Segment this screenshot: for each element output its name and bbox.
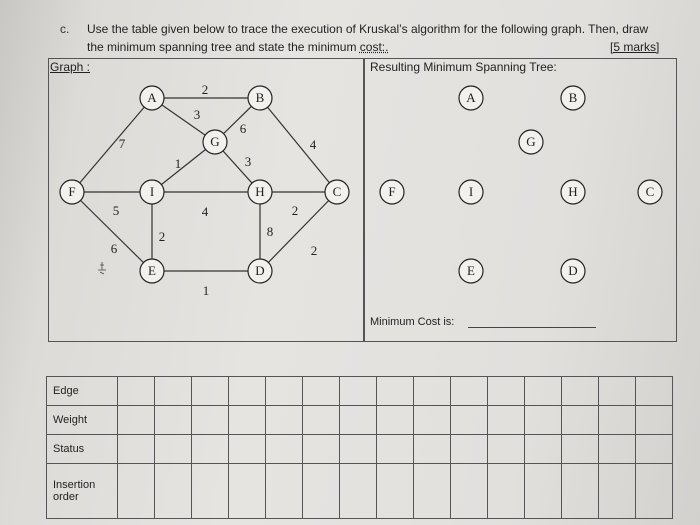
mst-node-B: [561, 86, 585, 110]
edge-weight-A-G: 3: [193, 106, 201, 122]
trace-cell[interactable]: [636, 434, 673, 463]
svg-text:C: C: [332, 183, 342, 199]
edge-weight-I-E: 2: [158, 228, 166, 244]
trace-cell[interactable]: [118, 434, 155, 463]
trace-cell[interactable]: [118, 377, 155, 406]
trace-cell[interactable]: [266, 463, 303, 518]
svg-text:I: I: [468, 183, 474, 199]
trace-cell[interactable]: [303, 434, 340, 463]
trace-cell[interactable]: [525, 434, 562, 463]
trace-row-header: Insertion order: [47, 463, 118, 518]
trace-cell[interactable]: [303, 377, 340, 406]
mst-node-A: [459, 86, 483, 110]
svg-text:G: G: [526, 133, 536, 149]
svg-text:B: B: [255, 89, 265, 105]
pencil-scribble: [98, 262, 106, 274]
trace-cell[interactable]: [414, 405, 451, 434]
question-number: c.: [60, 22, 70, 36]
trace-row-header: Edge: [47, 377, 118, 406]
trace-cell[interactable]: [266, 377, 303, 406]
trace-cell[interactable]: [451, 463, 488, 518]
trace-cell[interactable]: [599, 405, 636, 434]
trace-cell[interactable]: [488, 463, 525, 518]
mst-node-H: [561, 180, 585, 204]
mst-node-D: [561, 259, 585, 283]
mst-node-C: [638, 180, 662, 204]
trace-cell[interactable]: [229, 434, 266, 463]
trace-cell[interactable]: [525, 377, 562, 406]
edge-weight-F-E: 6: [110, 240, 118, 256]
trace-cell[interactable]: [599, 463, 636, 518]
minimum-cost-label: Minimum Cost is:: [370, 316, 455, 328]
trace-cell[interactable]: [266, 405, 303, 434]
trace-cell[interactable]: [451, 434, 488, 463]
mst-node-E: [459, 259, 483, 283]
trace-cell[interactable]: [303, 463, 340, 518]
trace-cell[interactable]: [525, 405, 562, 434]
trace-cell[interactable]: [451, 377, 488, 406]
trace-row-weight: [47, 405, 673, 434]
edge-weight-G-I: 1: [174, 155, 182, 171]
trace-cell[interactable]: [488, 405, 525, 434]
edge-weight-A-B: 2: [201, 81, 209, 97]
trace-cell[interactable]: [488, 434, 525, 463]
trace-cell[interactable]: [118, 463, 155, 518]
edge-weight-B-C: 4: [309, 136, 317, 152]
trace-cell[interactable]: [303, 405, 340, 434]
graph-node-C: [325, 180, 349, 204]
edge-weight-C-D: 2: [310, 242, 318, 258]
svg-text:B: B: [568, 89, 578, 105]
svg-text:I: I: [149, 183, 155, 199]
trace-cell[interactable]: [562, 463, 599, 518]
trace-cell[interactable]: [340, 463, 377, 518]
svg-text:E: E: [467, 262, 475, 278]
trace-cell[interactable]: [599, 377, 636, 406]
svg-text:D: D: [255, 262, 265, 278]
edge-weight-H-C: 2: [291, 202, 299, 218]
trace-row-header: Status: [47, 434, 118, 463]
trace-cell[interactable]: [155, 434, 192, 463]
trace-cell[interactable]: [562, 434, 599, 463]
trace-cell[interactable]: [192, 434, 229, 463]
mst-node-F: [380, 180, 404, 204]
question-text-line-2: the minimum spanning tree and state the minimum cost:.: [87, 40, 389, 54]
graph-node-A: [140, 86, 164, 110]
trace-cell[interactable]: [636, 463, 673, 518]
svg-text:G: G: [210, 133, 220, 149]
trace-cell[interactable]: [525, 463, 562, 518]
trace-cell[interactable]: [340, 434, 377, 463]
graph-node-B: [248, 86, 272, 110]
trace-cell[interactable]: [414, 463, 451, 518]
trace-cell[interactable]: [377, 377, 414, 406]
trace-cell[interactable]: [155, 377, 192, 406]
svg-text:E: E: [148, 262, 156, 278]
trace-cell[interactable]: [562, 377, 599, 406]
trace-cell[interactable]: [414, 377, 451, 406]
svg-text:A: A: [147, 89, 157, 105]
trace-cell[interactable]: [599, 434, 636, 463]
edge-A-F: [72, 98, 152, 192]
trace-cell[interactable]: [636, 405, 673, 434]
edge-weight-I-H: 4: [201, 203, 209, 219]
graph-node-F: [60, 180, 84, 204]
trace-cell[interactable]: [414, 434, 451, 463]
svg-text:F: F: [68, 183, 76, 199]
edge-weight-G-H: 3: [244, 153, 252, 169]
edge-B-C: [260, 98, 337, 192]
trace-cell[interactable]: [451, 405, 488, 434]
trace-cell[interactable]: [377, 434, 414, 463]
edge-weight-A-F: 7: [118, 135, 126, 151]
mst-label: Resulting Minimum Spanning Tree:: [370, 60, 557, 74]
graph-node-E: [140, 259, 164, 283]
trace-row-edge: [47, 377, 673, 406]
graph-label: Graph :: [50, 60, 91, 74]
trace-row-header: Weight: [47, 405, 118, 434]
question-text-line-1: Use the table given below to trace the execution of Kruskal’s algorithm for the following graph. Then, draw: [87, 22, 649, 36]
trace-cell[interactable]: [229, 405, 266, 434]
edge-weight-H-D: 8: [266, 223, 274, 239]
graph-node-D: [248, 259, 272, 283]
graph-node-G: [203, 130, 227, 154]
svg-text:D: D: [568, 262, 578, 278]
trace-cell[interactable]: [340, 377, 377, 406]
trace-cell[interactable]: [266, 434, 303, 463]
svg-text:A: A: [466, 89, 476, 105]
svg-text:C: C: [645, 183, 655, 199]
graph-node-H: [248, 180, 272, 204]
trace-row-insertion-order: [47, 463, 673, 518]
trace-cell[interactable]: [562, 405, 599, 434]
mst-node-G: [519, 130, 543, 154]
edge-weight-E-D: 1: [202, 282, 210, 298]
trace-cell[interactable]: [229, 377, 266, 406]
trace-cell[interactable]: [192, 463, 229, 518]
trace-cell[interactable]: [192, 405, 229, 434]
trace-cell[interactable]: [340, 405, 377, 434]
svg-text:H: H: [255, 183, 265, 199]
trace-cell[interactable]: [488, 377, 525, 406]
edge-weight-B-G: 6: [239, 120, 247, 136]
trace-cell[interactable]: [192, 377, 229, 406]
edge-weight-F-I: 5: [112, 202, 120, 218]
trace-cell[interactable]: [377, 405, 414, 434]
trace-cell[interactable]: [155, 405, 192, 434]
trace-cell[interactable]: [155, 463, 192, 518]
trace-cell[interactable]: [636, 377, 673, 406]
marks-label: [5 marks]: [610, 40, 660, 54]
graph-node-I: [140, 180, 164, 204]
svg-text:F: F: [388, 183, 396, 199]
svg-text:H: H: [568, 183, 578, 199]
kruskal-trace-table: [46, 376, 673, 519]
trace-cell[interactable]: [377, 463, 414, 518]
mst-node-I: [459, 180, 483, 204]
trace-cell[interactable]: [229, 463, 266, 518]
trace-cell[interactable]: [118, 405, 155, 434]
trace-row-status: [47, 434, 673, 463]
